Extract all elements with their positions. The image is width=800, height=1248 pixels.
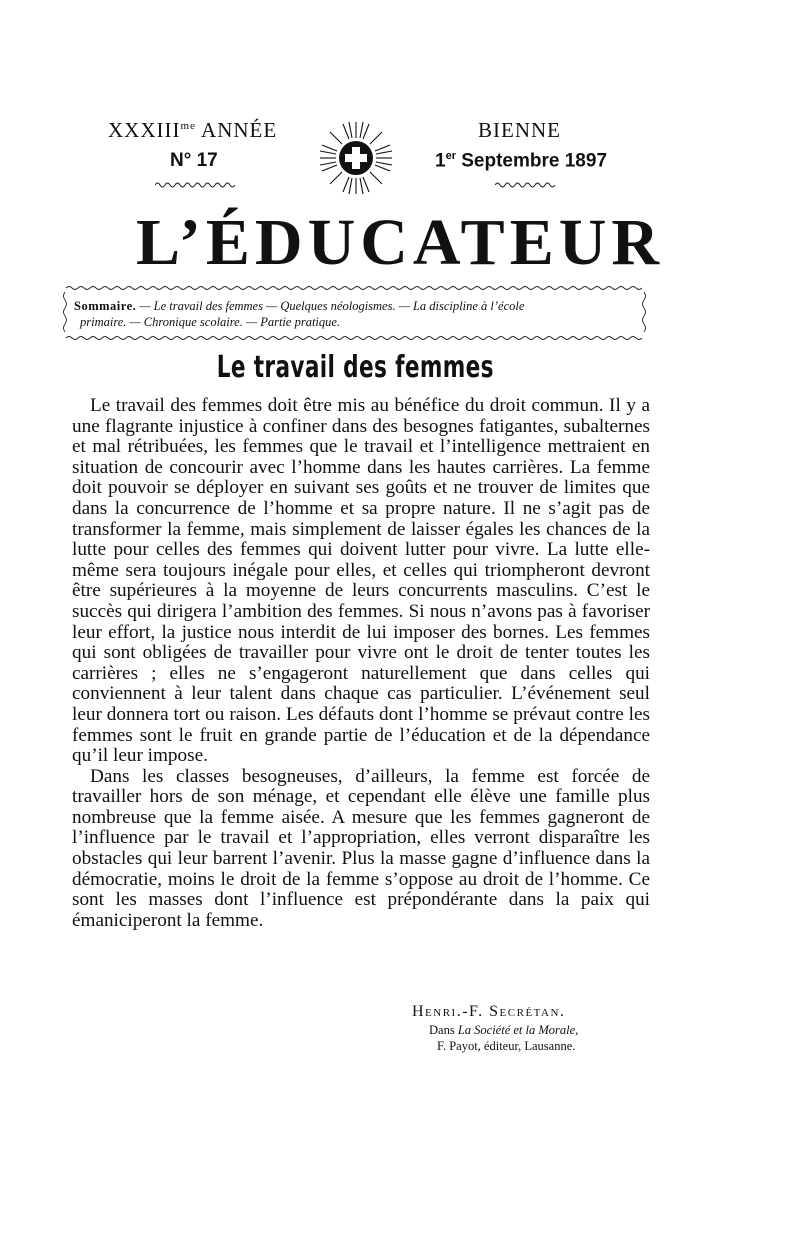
journal-title: L’ÉDUCATEUR	[135, 206, 665, 279]
ornament-wave-left	[155, 181, 235, 189]
summary-contents: Sommaire. — Le travail des femmes — Quelques néologismes. — La discipline à l’école primaire. — Chronique scolaire. — Partie pratique.	[74, 299, 525, 329]
article-body	[72, 396, 650, 931]
masthead-header	[0, 118, 800, 198]
summary-label: Sommaire.	[74, 299, 137, 313]
author-signature: Henri.-F. Secrétan.	[412, 1003, 566, 1020]
ornament-wave-right	[495, 181, 557, 189]
swiss-cross-emblem-icon	[318, 120, 394, 196]
city-name: BIENNE	[478, 118, 561, 142]
summary-box	[62, 284, 648, 342]
article-paragraph: Dans les classes besogneuses, d’ailleurs, la femme est forcée de travailler hors de son ménage, et cependant elle élève une famille plus nombreuse que la femme aisée. A mesure que les femmes gagneront de l’influence par le travail et l’appropriation, elles verront disparaître les obstacles qui leur barrent l’avenir. Plus la masse gagne d’influence dans la démocratie, moins le droit de la femme s’oppose au droit de l’homme. Ce sont les masses dont l’influence est prépondérante dans la paix qui émaniciperont la femme.	[72, 765, 650, 931]
volume-year: $XXXIII^{me}$ ANNÉE	[108, 118, 278, 142]
source-citation: Dans La Société et la Morale,	[429, 1023, 579, 1037]
publisher-line: F. Payot, éditeur, Lausanne.	[437, 1039, 576, 1053]
issue-number: N° 17	[170, 150, 218, 171]
issue-date: 1er Septembre 1897	[435, 150, 608, 172]
article-paragraph: Le travail des femmes doit être mis au bénéfice du droit commun. Il y a une flagrante injustice à confiner dans des besognes fatigantes, subalternes et mal rétribuées, les femmes que le travail et l’intelligence mettraient en situation de concourir avec l’homme dans les hautes carrières. La femme doit pouvoir se déployer en suivant ses goûts et ne trouver de limites que dans la concurrence de l’homme et sa propre nature. Il ne s’agit pas de transformer la femme, mais simplement de laisser égales les chances de la lutte pour celles des femmes qui doivent lutter pour vivre. La lutte elle-même sera toujours inégale pour elles, et celles qui triompheront devront être supérieures à la moyenne de leurs concurrents masculins. C’est le succès qui dirigera l’ambition des femmes. Si nous n’avons pas à favoriser leur effort, la justice nous interdit de lui imposer des bornes. Les femmes qui sont obligées de travailler pour vivre ont le droit de tenter toutes les carrières ; elles ne s’engageront naturellement que dans celles qui conviennent à leur talent dans chaque cas particulier. L’événement seul leur donnera tort ou raison. Les défauts dont l’homme se prévaut contre les femmes sont le fruit en grande partie de l’éducation et de la dépendance qu’il leur impose.	[72, 395, 650, 767]
article-title: Le travail des femmes	[216, 350, 494, 385]
